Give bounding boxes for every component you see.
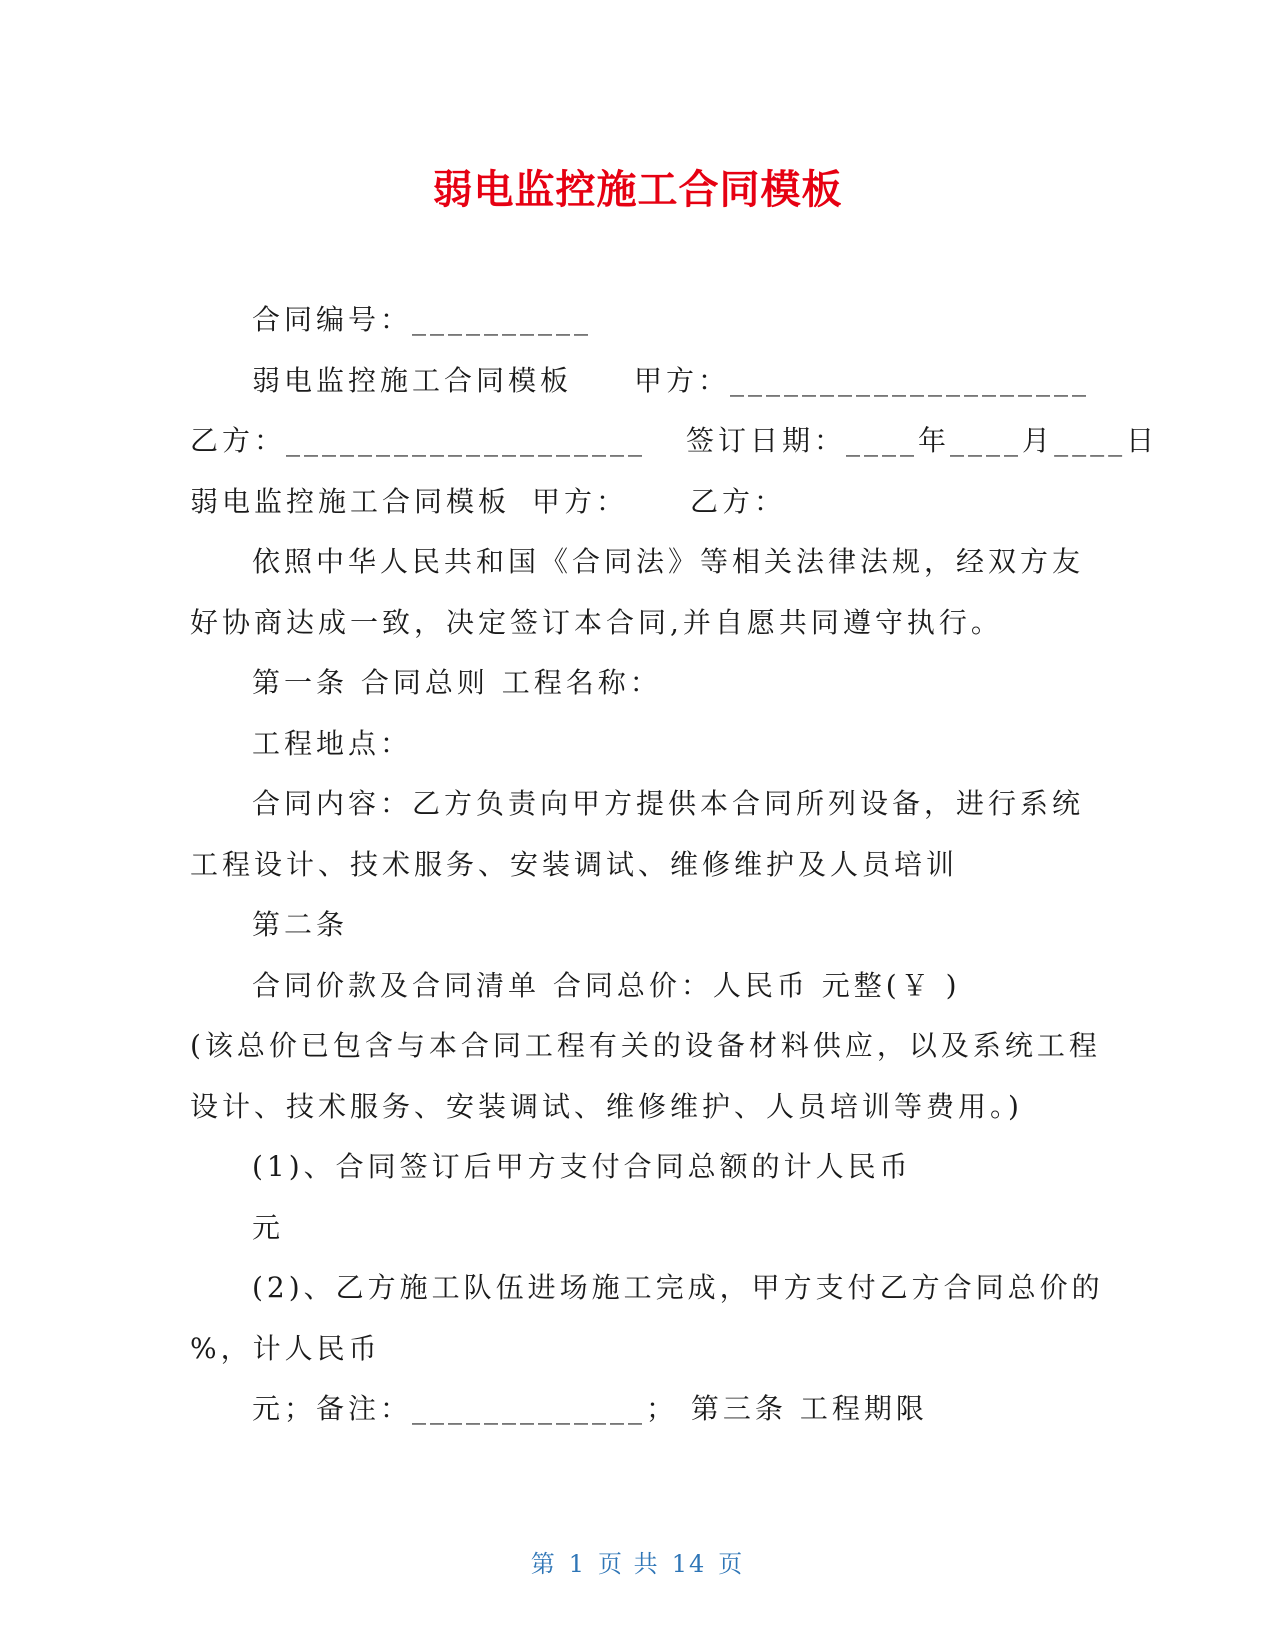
day-label: 日 <box>1126 424 1159 457</box>
footer-middle: 页 共 <box>598 1550 660 1578</box>
paragraph: 合同内容：乙方负责向甲方提供本合同所列设备，进行系统 <box>252 787 1085 820</box>
party-b-label: 乙方： <box>690 484 787 518</box>
remarks-line <box>190 1379 1080 1440</box>
paragraph: 工程设计、技术服务、安装调试、维修维护及人员培训 <box>190 847 959 881</box>
paragraph: 合同价款及合同清单 合同总价：人民币 元整(￥ ) <box>252 968 961 1002</box>
month-label: 月 <box>1022 424 1055 457</box>
footer-total-pages: 14 <box>671 1550 707 1578</box>
paragraph: (2)、乙方施工队伍进场施工完成，甲方支付乙方合同总价的 <box>252 1271 1104 1304</box>
party-a-label: 甲方： <box>532 484 629 518</box>
year-label: 年 <box>918 424 951 457</box>
date-day-blank: ____ <box>1054 424 1127 457</box>
footer-page-number: 1 <box>568 1550 587 1578</box>
page-footer <box>0 1544 1275 1579</box>
article-two-heading: 第二条 <box>252 908 349 941</box>
parties-line <box>190 472 1080 533</box>
party-a-line <box>190 351 1091 412</box>
article-three-heading: ； 第三条 工程期限 <box>646 1392 928 1425</box>
remarks-blank: _____________ <box>412 1392 647 1425</box>
date-month-blank: ____ <box>950 424 1023 457</box>
party-a-label: 甲方： <box>634 363 731 397</box>
document-body <box>190 290 1159 1440</box>
remarks-label: 元；备注： <box>252 1392 413 1425</box>
footer-suffix: 页 <box>718 1550 745 1578</box>
contract-number-blank: __________ <box>412 303 593 336</box>
contract-number-line <box>190 290 1080 351</box>
paragraph: 工程地点： <box>252 726 413 760</box>
sign-date-label: 签订日期： <box>686 424 847 457</box>
party-b-blank: ____________________ <box>286 424 647 457</box>
contract-name: 弱电监控施工合同模板 <box>190 484 511 518</box>
footer-prefix: 第 <box>530 1550 557 1578</box>
paragraph: 依照中华人民共和国《合同法》等相关法律法规，经双方友 <box>252 545 1085 578</box>
paragraph: 好协商达成一致，决定签订本合同,并自愿共同遵守执行。 <box>190 605 1003 639</box>
paragraph: (1)、合同签订后甲方支付合同总额的计人民币 <box>252 1150 912 1183</box>
paragraph: 设计、技术服务、安装调试、维修维护、人员培训等费用。) <box>190 1089 1023 1123</box>
paragraph: (该总价已包含与本合同工程有关的设备材料供应，以及系统工程 <box>190 1029 1101 1062</box>
paragraph: 元 <box>252 1210 285 1244</box>
article-one-heading: 第一条 合同总则 工程名称： <box>252 666 662 699</box>
party-b-date-line <box>190 411 1159 472</box>
document-title: 弱电监控施工合同模板 <box>432 167 843 213</box>
contract-name: 弱电监控施工合同模板 <box>252 363 573 397</box>
date-year-blank: ____ <box>846 424 919 457</box>
party-a-blank: ____________________ <box>730 363 1091 397</box>
contract-number-label: 合同编号： <box>252 303 413 336</box>
paragraph: %，计人民币 <box>190 1331 381 1365</box>
party-b-label: 乙方： <box>190 424 287 457</box>
